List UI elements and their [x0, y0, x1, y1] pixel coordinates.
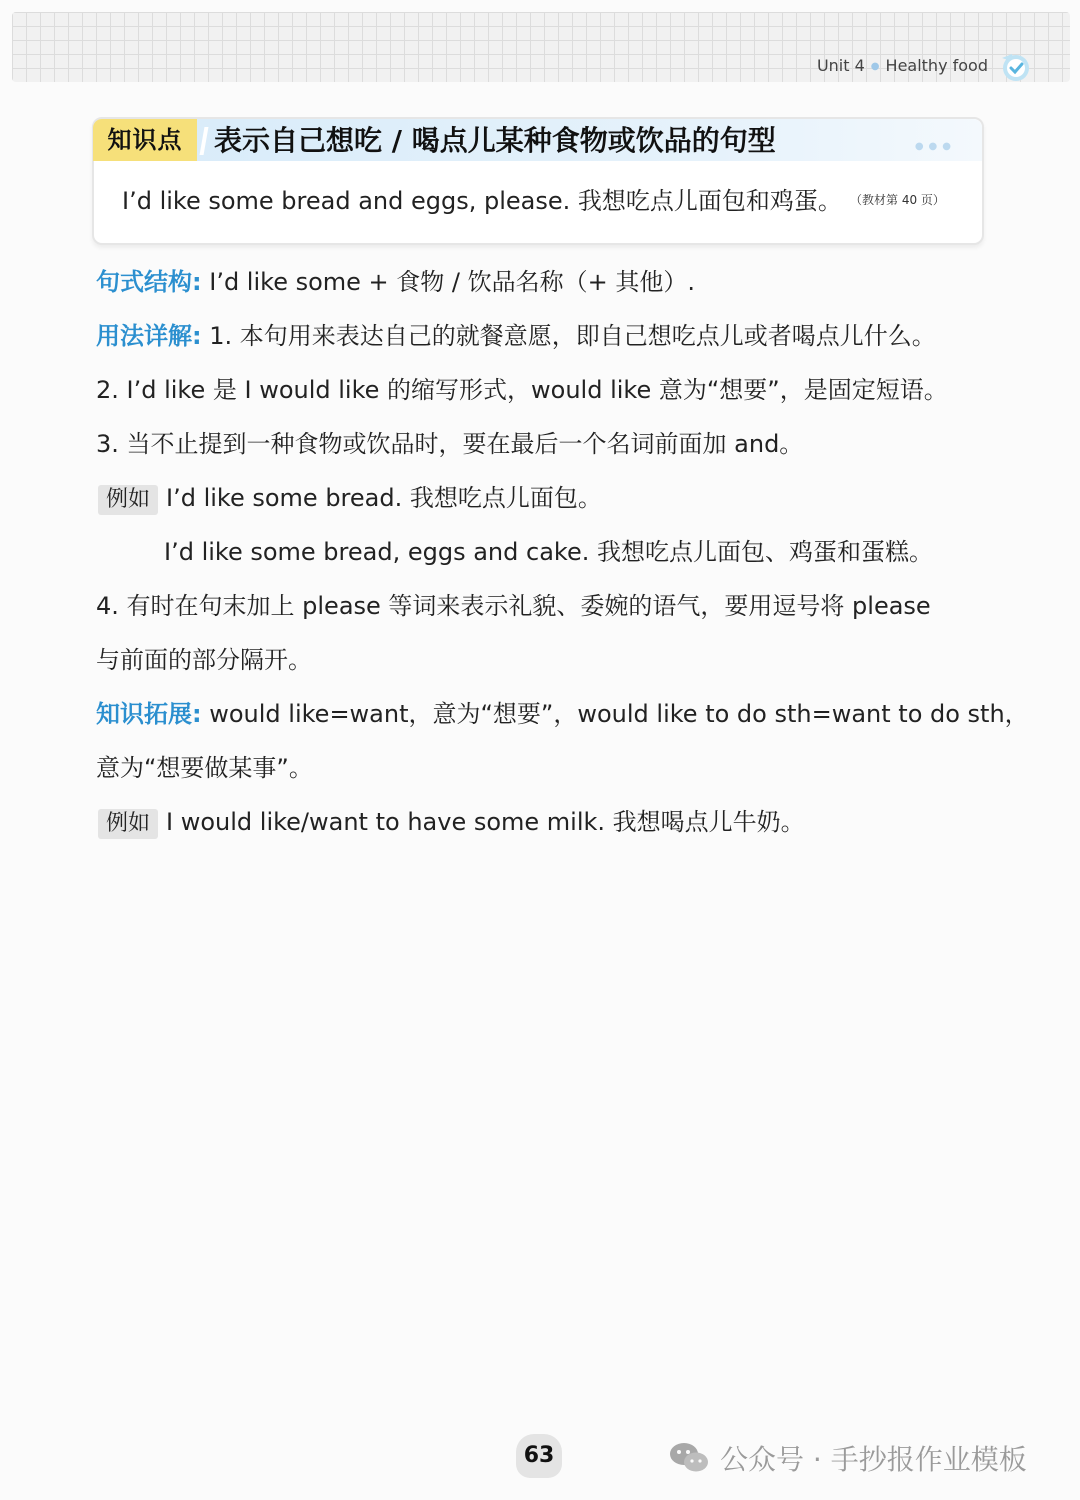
decorative-dots-icon: ●●● [914, 141, 956, 152]
usage-item-4-line-2: 与前面的部分隔开。 [96, 646, 312, 674]
unit-label [760, 56, 988, 75]
knowledge-point-tag: 知识点 [93, 119, 197, 161]
extension-line-1 [96, 698, 1029, 730]
extension-text-1: would like=want，意为“想要”，would like to do sth=want to do sth， [201, 700, 1029, 728]
knowledge-point-box [92, 117, 984, 245]
textbook-reference: （教材第 40 页） [850, 193, 945, 207]
usage-example-1 [98, 482, 602, 515]
key-sentence: I’d like some bread and eggs, please. 我想吃点儿面包和鸡蛋。 [122, 187, 842, 215]
clock-heart-icon [998, 50, 1034, 84]
watermark [668, 1436, 1027, 1480]
page-number: 63 [516, 1434, 562, 1478]
example-tag: 例如 [98, 809, 158, 839]
usage-item-1: 1. 本句用来表达自己的就餐意愿，即自己想吃点儿或者喝点儿什么。 [201, 322, 936, 350]
unit-topic: Healthy food [885, 56, 988, 75]
usage-item-2: 2. I’d like 是 I would like 的缩写形式，would like 意为“想要”，是固定短语。 [96, 376, 948, 404]
unit-separator-dot: ● [870, 61, 880, 72]
example-tag: 例如 [98, 485, 158, 515]
header-divider [200, 127, 209, 155]
extension-example-text: I would like/want to have some milk. 我想喝点儿牛奶。 [166, 808, 805, 836]
structure-line [96, 266, 695, 298]
wechat-icon [668, 1440, 710, 1476]
structure-text: I’d like some + 食物 / 饮品名称（+ 其他）. [201, 268, 695, 296]
usage-item-3: 3. 当不止提到一种食物或饮品时，要在最后一个名词前面加 and。 [96, 430, 804, 458]
knowledge-point-title: 表示自己想吃 / 喝点儿某种食物或饮品的句型 [214, 124, 776, 157]
extension-example [98, 806, 805, 839]
usage-item-4-line-1: 4. 有时在句末加上 please 等词来表示礼貌、委婉的语气，要用逗号将 please [96, 592, 931, 620]
extension-line-2: 意为“想要做某事”。 [96, 754, 313, 782]
usage-line-1 [96, 320, 936, 352]
watermark-text: 公众号 · 手抄报作业模板 [720, 1443, 1027, 1476]
usage-example-1-text: I’d like some bread. 我想吃点儿面包。 [166, 484, 602, 512]
structure-label: 句式结构: [96, 268, 202, 296]
unit-number: Unit 4 [816, 56, 865, 75]
knowledge-point-header [94, 119, 982, 161]
extension-label: 知识拓展: [96, 700, 202, 728]
usage-label: 用法详解: [96, 322, 202, 350]
usage-example-2: I’d like some bread, eggs and cake. 我想吃点儿面包、鸡蛋和蛋糕。 [164, 538, 933, 566]
